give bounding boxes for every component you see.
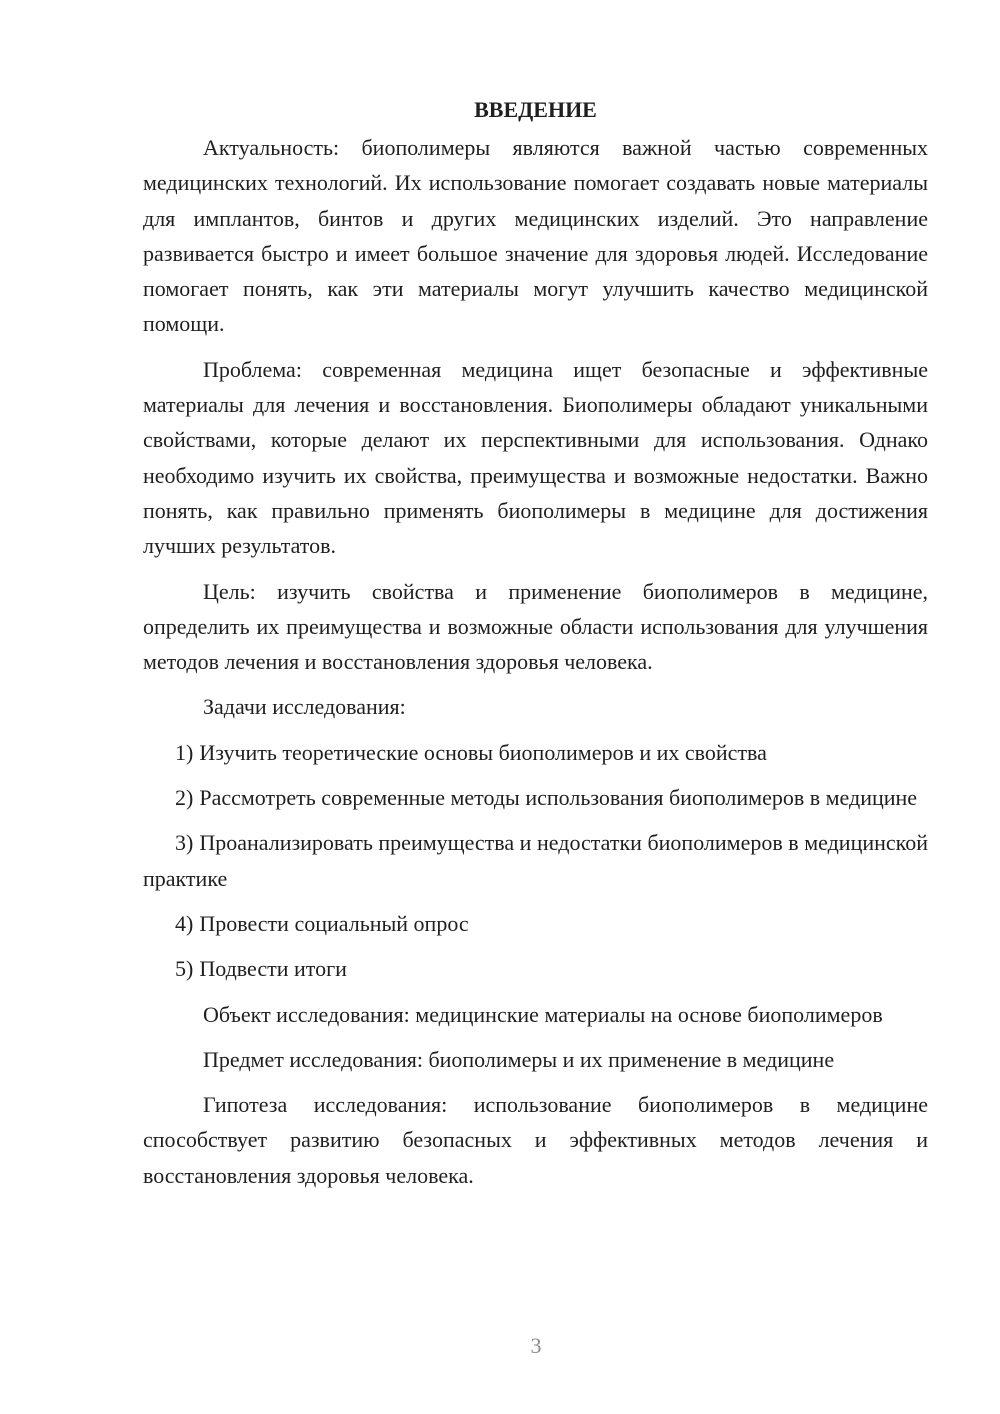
task-item	[143, 825, 928, 896]
task-number: 5)	[175, 956, 194, 982]
page-content	[143, 92, 928, 1203]
page-number: 3	[530, 1333, 542, 1358]
task-item	[143, 906, 928, 941]
goal-paragraph: Цель: изучить свойства и применение биополимеров в медицине, определить их преимущества и возможные области использования для улучшения методов лечения и восстановления здоровья человека.	[143, 578, 928, 675]
tasks-list	[143, 735, 928, 987]
task-item	[143, 735, 928, 770]
task-text: Изучить теоретические основы биополимеров и их свойства	[199, 739, 767, 765]
task-text: Провести социальный опрос	[199, 910, 469, 936]
task-number: 2)	[175, 785, 194, 811]
task-number: 4)	[175, 910, 194, 936]
task-text: Проанализировать преимущества и недостатки биополимеров в медицинской практике	[143, 830, 928, 891]
task-number: 1)	[175, 739, 194, 765]
task-item	[143, 951, 928, 986]
task-item	[143, 780, 928, 815]
task-number: 3)	[175, 830, 194, 856]
task-text: Подвести итоги	[199, 956, 347, 982]
task-text: Рассмотреть современные методы использования биополимеров в медицине	[199, 785, 918, 811]
hypothesis-paragraph: Гипотеза исследования: использование биополимеров в медицине способствует развитию безопасных и эффективных методов лечения и восстановления здоровья человека.	[143, 1092, 928, 1188]
object-paragraph: Объект исследования: медицинские материалы на основе биополимеров	[203, 1001, 883, 1027]
problem-paragraph: Проблема: современная медицина ищет безопасные и эффективные материалы для лечения и восстановления. Биополимеры обладают уникальными свойствами, которые делают их перспективными для использования. Однако необходимо изучить их свойства, преимущества и возможные недостатки. Важно понять, как правильно применять биополимеры в медицине для достижения лучших результатов.	[143, 356, 928, 559]
subject-paragraph: Предмет исследования: биополимеры и их применение в медицине	[203, 1046, 835, 1072]
relevance-paragraph: Актуальность: биополимеры являются важной частью современных медицинских технологий. Их использование помогает создавать новые материалы для имплантов, бинтов и других медицинских изделий. Это направление развивается быстро и имеет большое значение для здоровья людей. Исследование помогает понять, как эти материалы могут улучшить качество медицинской помощи.	[143, 135, 928, 337]
section-title: ВВЕДЕНИЕ	[474, 97, 597, 122]
tasks-heading: Задачи исследования:	[203, 694, 406, 720]
